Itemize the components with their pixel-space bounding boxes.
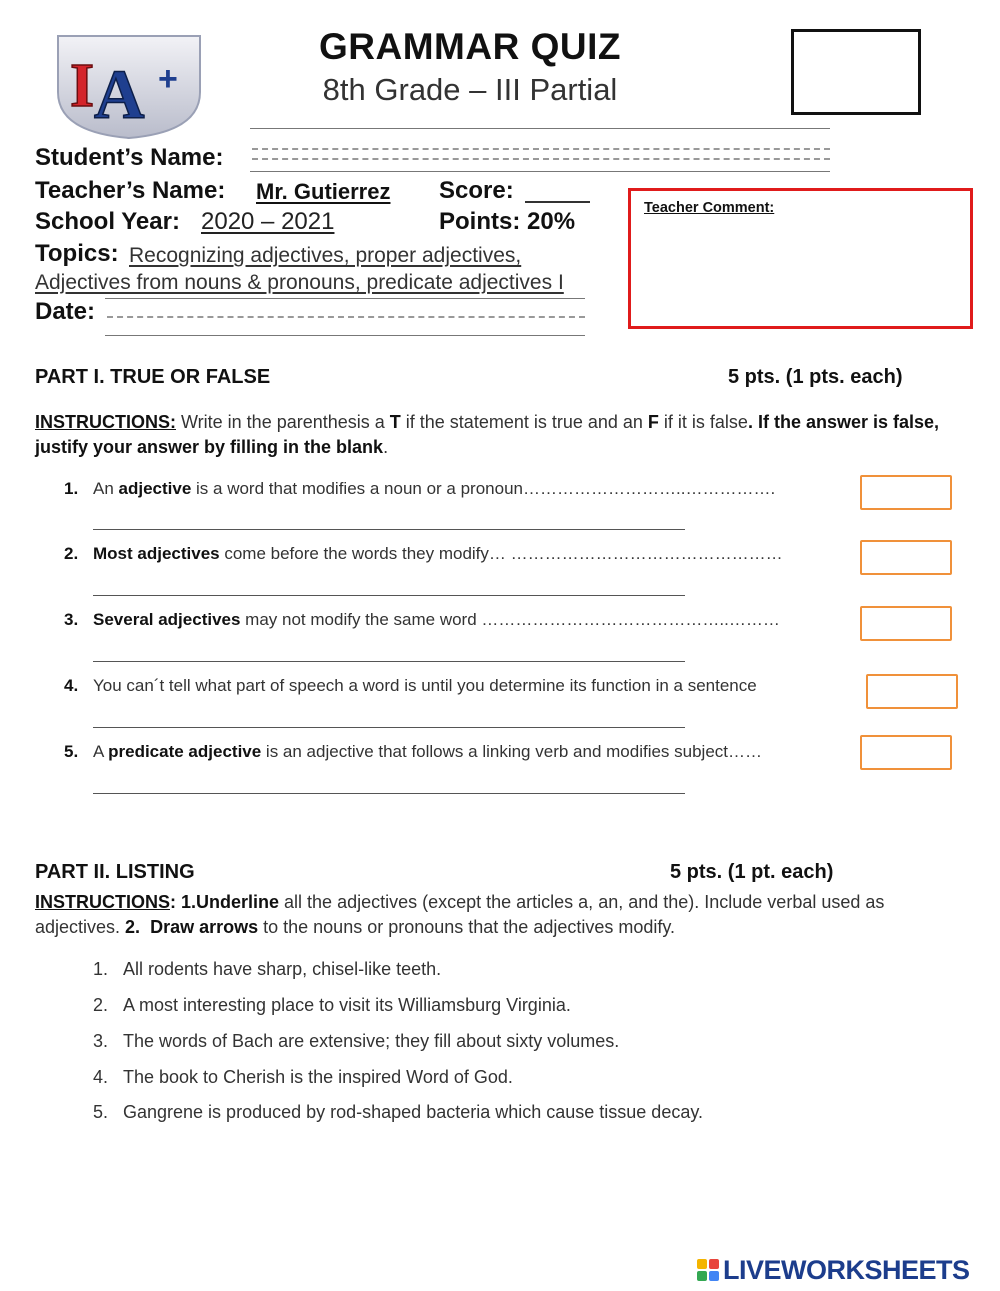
answer-box-3[interactable] <box>860 606 952 641</box>
liveworksheets-brand <box>697 1255 970 1285</box>
list-item: 1. All rodents have sharp, chisel-like teeth. <box>93 959 442 979</box>
school-logo <box>54 32 204 140</box>
topics-line-1: Recognizing adjectives, proper adjectives, <box>129 244 522 267</box>
page-title: GRAMMAR QUIZ <box>319 26 621 67</box>
svg-text:+: + <box>158 60 178 98</box>
answer-box-4[interactable] <box>866 674 958 709</box>
divider-line <box>105 335 585 336</box>
divider-line <box>250 128 830 129</box>
score-field[interactable] <box>525 201 590 203</box>
justify-line-2[interactable] <box>93 595 685 596</box>
svg-text:A: A <box>94 57 145 134</box>
part2-title: PART II. LISTING <box>35 861 195 883</box>
justify-line-3[interactable] <box>93 661 685 662</box>
part1-points: 5 pts. (1 pts. each) <box>728 366 903 388</box>
topics-label: Topics: <box>35 240 119 267</box>
list-item: 4. The book to Cherish is the inspired Word of God. <box>93 1067 513 1087</box>
student-name-label: Student’s Name: <box>35 144 224 171</box>
part1-instructions: INSTRUCTIONS: Write in the parenthesis a T if the statement is true and an F if it is false. If the answer is false, justify your answer by filling in the blank. <box>35 412 940 457</box>
tf-item-5: 5. A predicate adjective is an adjective that follows a linking verb and modifies subject…… <box>64 742 763 761</box>
svg-text:I: I <box>70 52 95 120</box>
part2-instructions: INSTRUCTIONS: 1.Underline all the adjectives (except the articles a, an, and the). Include verbal used as adjectives. 2. Draw arrows to the nouns or pronouns that the adjectives modify. <box>35 892 885 937</box>
school-year-label: School Year: <box>35 208 180 235</box>
date-label: Date: <box>35 298 96 325</box>
student-name-dash <box>252 148 830 150</box>
tf-item-2: 2. Most adjectives come before the words they modify… ………………………………………… <box>64 544 783 563</box>
list-item: 3. The words of Bach are extensive; they fill about sixty volumes. <box>93 1031 620 1051</box>
tf-item-3: 3. Several adjectives may not modify the same word ……………………………………..……… <box>64 610 780 629</box>
justify-line-4[interactable] <box>93 727 685 728</box>
school-year-value: 2020 – 2021 <box>201 208 335 235</box>
answer-box-2[interactable] <box>860 540 952 575</box>
liveworksheets-icon <box>697 1259 719 1281</box>
answer-box-1[interactable] <box>860 475 952 510</box>
tf-item-1: 1. An adjective is a word that modifies a noun or a pronoun………………………..……………. <box>64 479 776 498</box>
points-label: Points: 20% <box>439 208 576 235</box>
score-label: Score: <box>439 177 514 204</box>
teacher-comment-label: Teacher Comment: <box>644 200 775 216</box>
tf-item-4: 4. You can´t tell what part of speech a word is until you determine its function in a sentence <box>64 676 757 695</box>
page-subtitle: 8th Grade – III Partial <box>322 72 618 107</box>
answer-box-5[interactable] <box>860 735 952 770</box>
teacher-name-value: Mr. Gutierrez <box>256 179 391 204</box>
divider-line <box>250 171 830 172</box>
topics-line-2: Adjectives from nouns & pronouns, predicate adjectives I <box>35 271 564 294</box>
grade-box <box>791 29 921 115</box>
divider-line <box>105 298 585 299</box>
part2-points: 5 pts. (1 pt. each) <box>670 861 834 883</box>
part1-title: PART I. TRUE OR FALSE <box>35 366 271 388</box>
list-item: 2. A most interesting place to visit its Williamsburg Virginia. <box>93 995 571 1015</box>
justify-line-5[interactable] <box>93 793 685 794</box>
justify-line-1[interactable] <box>93 529 685 530</box>
student-name-field[interactable] <box>252 158 830 160</box>
teacher-name-label: Teacher’s Name: <box>35 177 226 204</box>
brand-text: LIVEWORKSHEETS <box>723 1254 970 1285</box>
date-field[interactable] <box>107 316 585 318</box>
list-item: 5. Gangrene is produced by rod-shaped bacteria which cause tissue decay. <box>93 1102 704 1122</box>
